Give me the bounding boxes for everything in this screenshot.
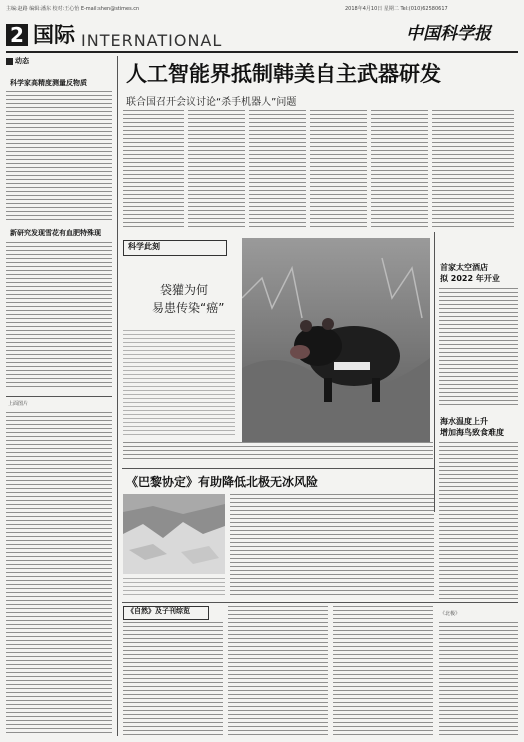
section-title-cn: 国际	[33, 23, 75, 47]
middle-headline: 《巴黎协定》有助降低北极无冰风险	[126, 475, 319, 489]
column-gap	[306, 110, 310, 228]
right-col-article-2-body	[439, 442, 518, 606]
feature-intro-text	[123, 330, 235, 436]
sidebar-bottom-tag: 上面图片	[8, 401, 29, 407]
bottom-tag: 《自然》及子刊综览	[127, 607, 190, 615]
middle-rule	[122, 468, 434, 469]
right-col-headline-2: 海水温度上升	[440, 417, 488, 426]
section-number: 2	[6, 24, 28, 46]
science-feature-tag: 科学此刻	[128, 242, 160, 251]
right-col-headline-2b: 增加海鸟致食难度	[440, 428, 504, 437]
right-col-headline-1: 首家太空酒店	[440, 263, 488, 272]
lead-subheadline: 联合国召开会议讨论“杀手机器人”问题	[126, 97, 297, 108]
bottom-col-1	[123, 622, 223, 736]
sidebar-tag: 动态	[15, 57, 29, 65]
feature-title-line-2: 易患传染“癌”	[152, 301, 225, 315]
feature-title-line-1: 袋獾为何	[160, 283, 209, 297]
column-gap	[245, 110, 249, 228]
middle-body-text	[230, 494, 434, 596]
header-rule	[6, 51, 518, 53]
right-col-article-1-body	[439, 288, 518, 408]
sidebar-divider	[117, 56, 118, 736]
sidebar-article-2-body	[6, 242, 112, 390]
bottom-rule	[122, 602, 518, 603]
section-title-en: INTERNATIONAL	[81, 31, 223, 50]
right-col-headline-1b: 拟 2022 年开业	[440, 274, 500, 283]
bottom-right-tag: 《北极》	[440, 611, 461, 617]
right-col-divider	[434, 232, 435, 512]
lead-headline: 人工智能界抵制韩美自主武器研发	[126, 62, 441, 86]
bottom-col-3	[333, 606, 433, 736]
sidebar-article-1-body	[6, 91, 112, 223]
arctic-ice-photo	[123, 494, 225, 574]
tasmanian-devil-image	[242, 238, 430, 442]
bottom-right-col	[439, 622, 518, 736]
arctic-photo-caption	[123, 578, 225, 596]
sidebar-headline-2: 新研究发现雪花有血肥特殊现	[10, 229, 101, 237]
column-gap	[428, 110, 432, 228]
sidebar-rule	[6, 396, 112, 397]
sidebar-tag-marker	[6, 58, 13, 65]
header-editor-line: 主编:赵路 编辑:潘东 校对:王心怡 E-mail:shen@stimes.cn	[6, 6, 140, 12]
header-date-line: 2018年4月10日 星期二 Tel:(010)62580617	[345, 6, 448, 12]
tasmanian-devil-photo	[242, 238, 430, 442]
column-gap	[184, 110, 188, 228]
sidebar-article-3-body	[6, 412, 112, 736]
bottom-col-2	[228, 606, 328, 736]
masthead-logo: 中国科学报	[406, 24, 491, 44]
arctic-ice-image	[123, 494, 225, 574]
sidebar-headline-1: 科学家高精度测量反物质	[10, 79, 87, 87]
feature-body-text	[123, 442, 433, 462]
lead-body-text	[123, 110, 514, 228]
column-gap	[367, 110, 371, 228]
